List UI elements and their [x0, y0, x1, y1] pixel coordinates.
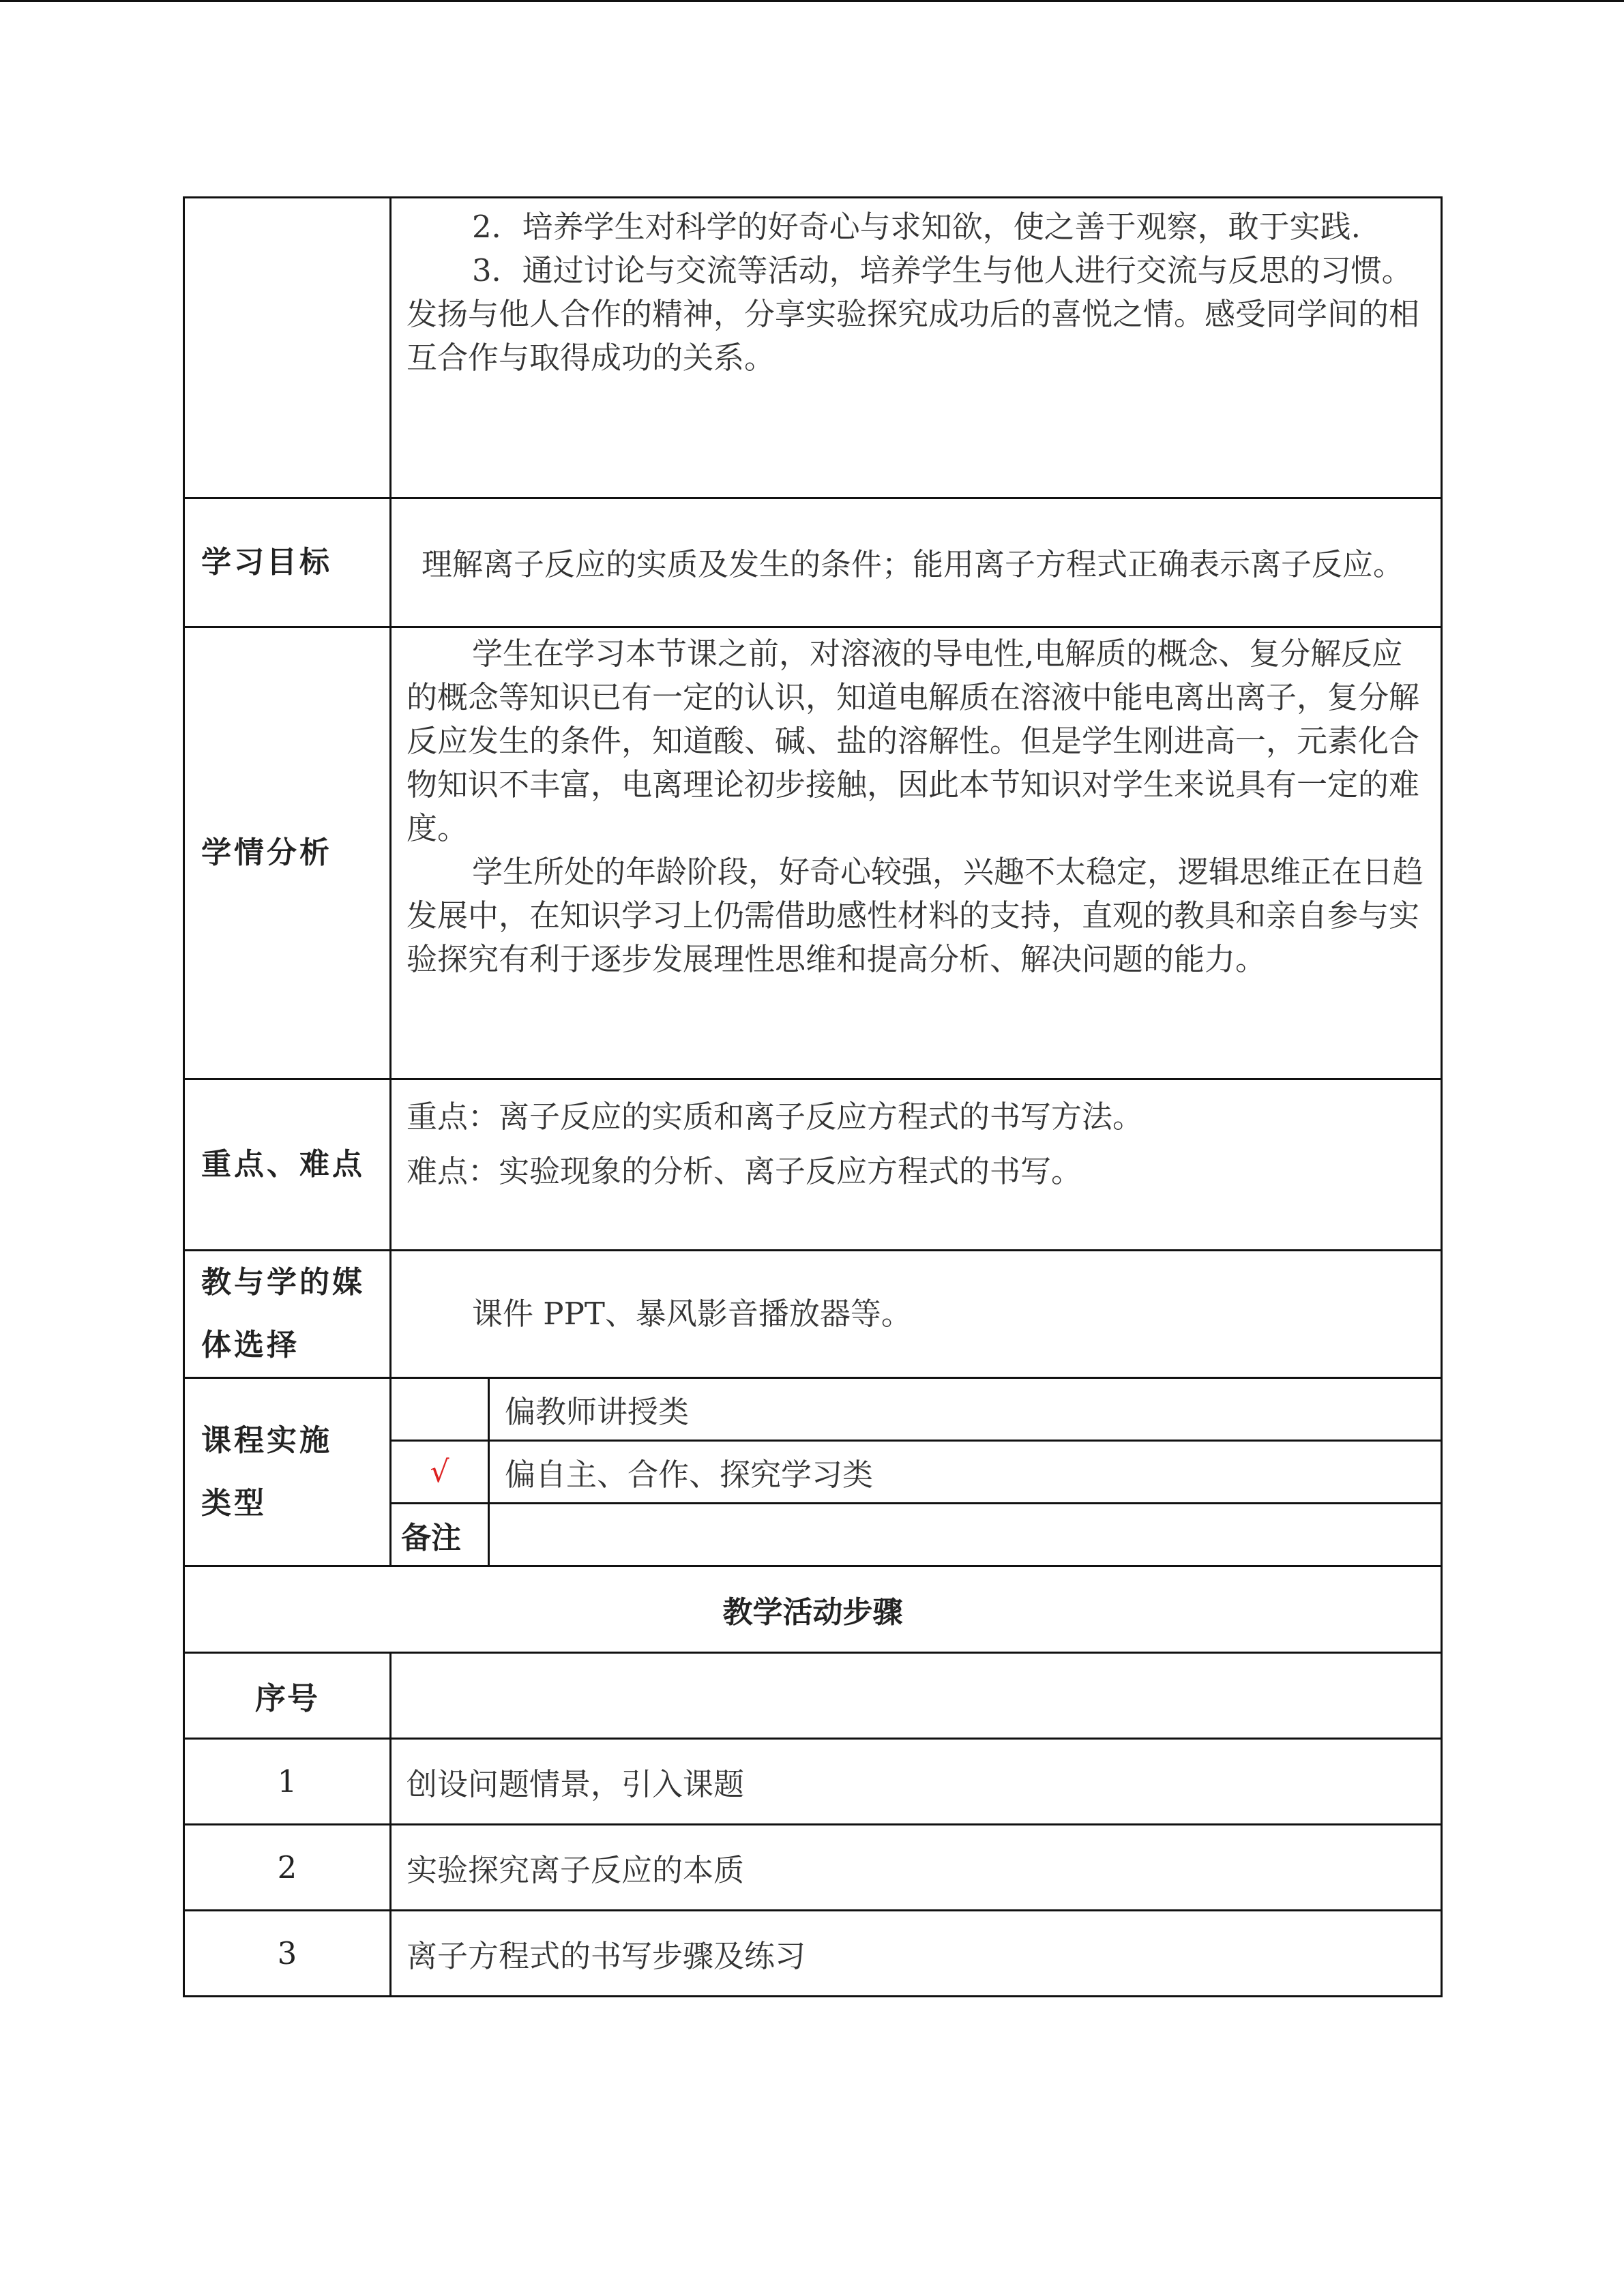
learning-target-row	[184, 498, 1442, 627]
step-number: 1	[184, 1739, 391, 1825]
analysis-paragraph: 学生在学习本节课之前，对溶液的导电性,电解质的概念、复分解反应的概念等知识已有一定的认识，知道电解质在溶液中能电离出离子，复分解反应发生的条件，知道酸、碱、盐的溶解性。但是学生刚进高一，元素化合物知识不丰富，电离理论初步接触，因此本节知识对学生来说具有一定的难度。	[407, 636, 1420, 846]
key-points-row	[184, 1079, 1442, 1251]
key-point-text: 重点：离子反应的实质和离子反应方程式的书写方法。	[407, 1099, 1144, 1135]
media-label-line: 教与学的媒	[201, 1265, 365, 1300]
step-number: 3	[184, 1911, 391, 1997]
note-value	[489, 1504, 1442, 1566]
analysis-paragraph: 学生所处的年龄阶段，好奇心较强，兴趣不太稳定，逻辑思维正在日趋发展中，在知识学习上仍需借助感性材料的支持，直观的教具和亲自参与实验探究有利于逐步发展理性思维和提高分析、解决问题的能力。	[407, 854, 1424, 977]
student-analysis-label: 学情分析	[184, 627, 391, 1079]
step-text: 创设问题情景，引入课题	[391, 1739, 1442, 1825]
course-type-option: 偏自主、合作、探究学习类	[489, 1441, 1442, 1504]
student-analysis-row	[184, 627, 1442, 1079]
key-points-cell	[391, 1079, 1442, 1251]
course-type-option: 偏教师讲授类	[489, 1378, 1442, 1441]
learning-target-paragraph: 理解离子反应的实质及发生的条件；能用离子方程式正确表示离子反应。	[422, 546, 1404, 582]
course-type-label	[184, 1378, 391, 1566]
difficulty-text: 难点：实验现象的分析、离子反应方程式的书写。	[407, 1153, 1082, 1189]
note-label: 备注	[391, 1504, 489, 1566]
course-type-label-line: 课程实施	[201, 1422, 332, 1458]
learning-target-text	[391, 498, 1442, 627]
media-label	[184, 1251, 391, 1378]
goals-row	[184, 198, 1442, 498]
media-text: 课件 PPT、暴风影音播放器等。	[472, 1296, 912, 1332]
step-row	[184, 1911, 1442, 1997]
step-text: 实验探究离子反应的本质	[391, 1825, 1442, 1911]
media-label-line: 体选择	[201, 1328, 299, 1362]
goals-label-cell	[184, 198, 391, 498]
step-row	[184, 1825, 1442, 1911]
seq-content	[391, 1653, 1442, 1739]
step-row	[184, 1739, 1442, 1825]
student-analysis-cell	[391, 627, 1442, 1079]
course-type-check	[391, 1378, 489, 1441]
steps-header: 教学活动步骤	[184, 1566, 1442, 1653]
goal-item: 2．培养学生对科学的好奇心与求知欲，使之善于观察，敢于实践.	[472, 209, 1361, 245]
media-cell	[391, 1251, 1442, 1378]
course-type-label-line: 类型	[201, 1485, 267, 1521]
step-text: 离子方程式的书写步骤及练习	[391, 1911, 1442, 1997]
key-points-label: 重点、难点	[184, 1079, 391, 1251]
lesson-plan-table	[183, 196, 1443, 1997]
steps-header-row	[184, 1566, 1442, 1653]
goals-cell	[391, 198, 1442, 498]
seq-label: 序号	[184, 1653, 391, 1739]
course-type-check: √	[391, 1441, 489, 1504]
goal-item: 3．通过讨论与交流等活动，培养学生与他人进行交流与反思的习惯。发扬与他人合作的精神，分享实验探究成功后的喜悦之情。感受同学间的相互合作与取得成功的关系。	[407, 252, 1420, 376]
steps-seq-row	[184, 1653, 1442, 1739]
media-row	[184, 1251, 1442, 1378]
course-type-row	[184, 1378, 1442, 1441]
page-top-border	[0, 0, 1624, 2]
step-number: 2	[184, 1825, 391, 1911]
learning-target-label: 学习目标	[184, 498, 391, 627]
